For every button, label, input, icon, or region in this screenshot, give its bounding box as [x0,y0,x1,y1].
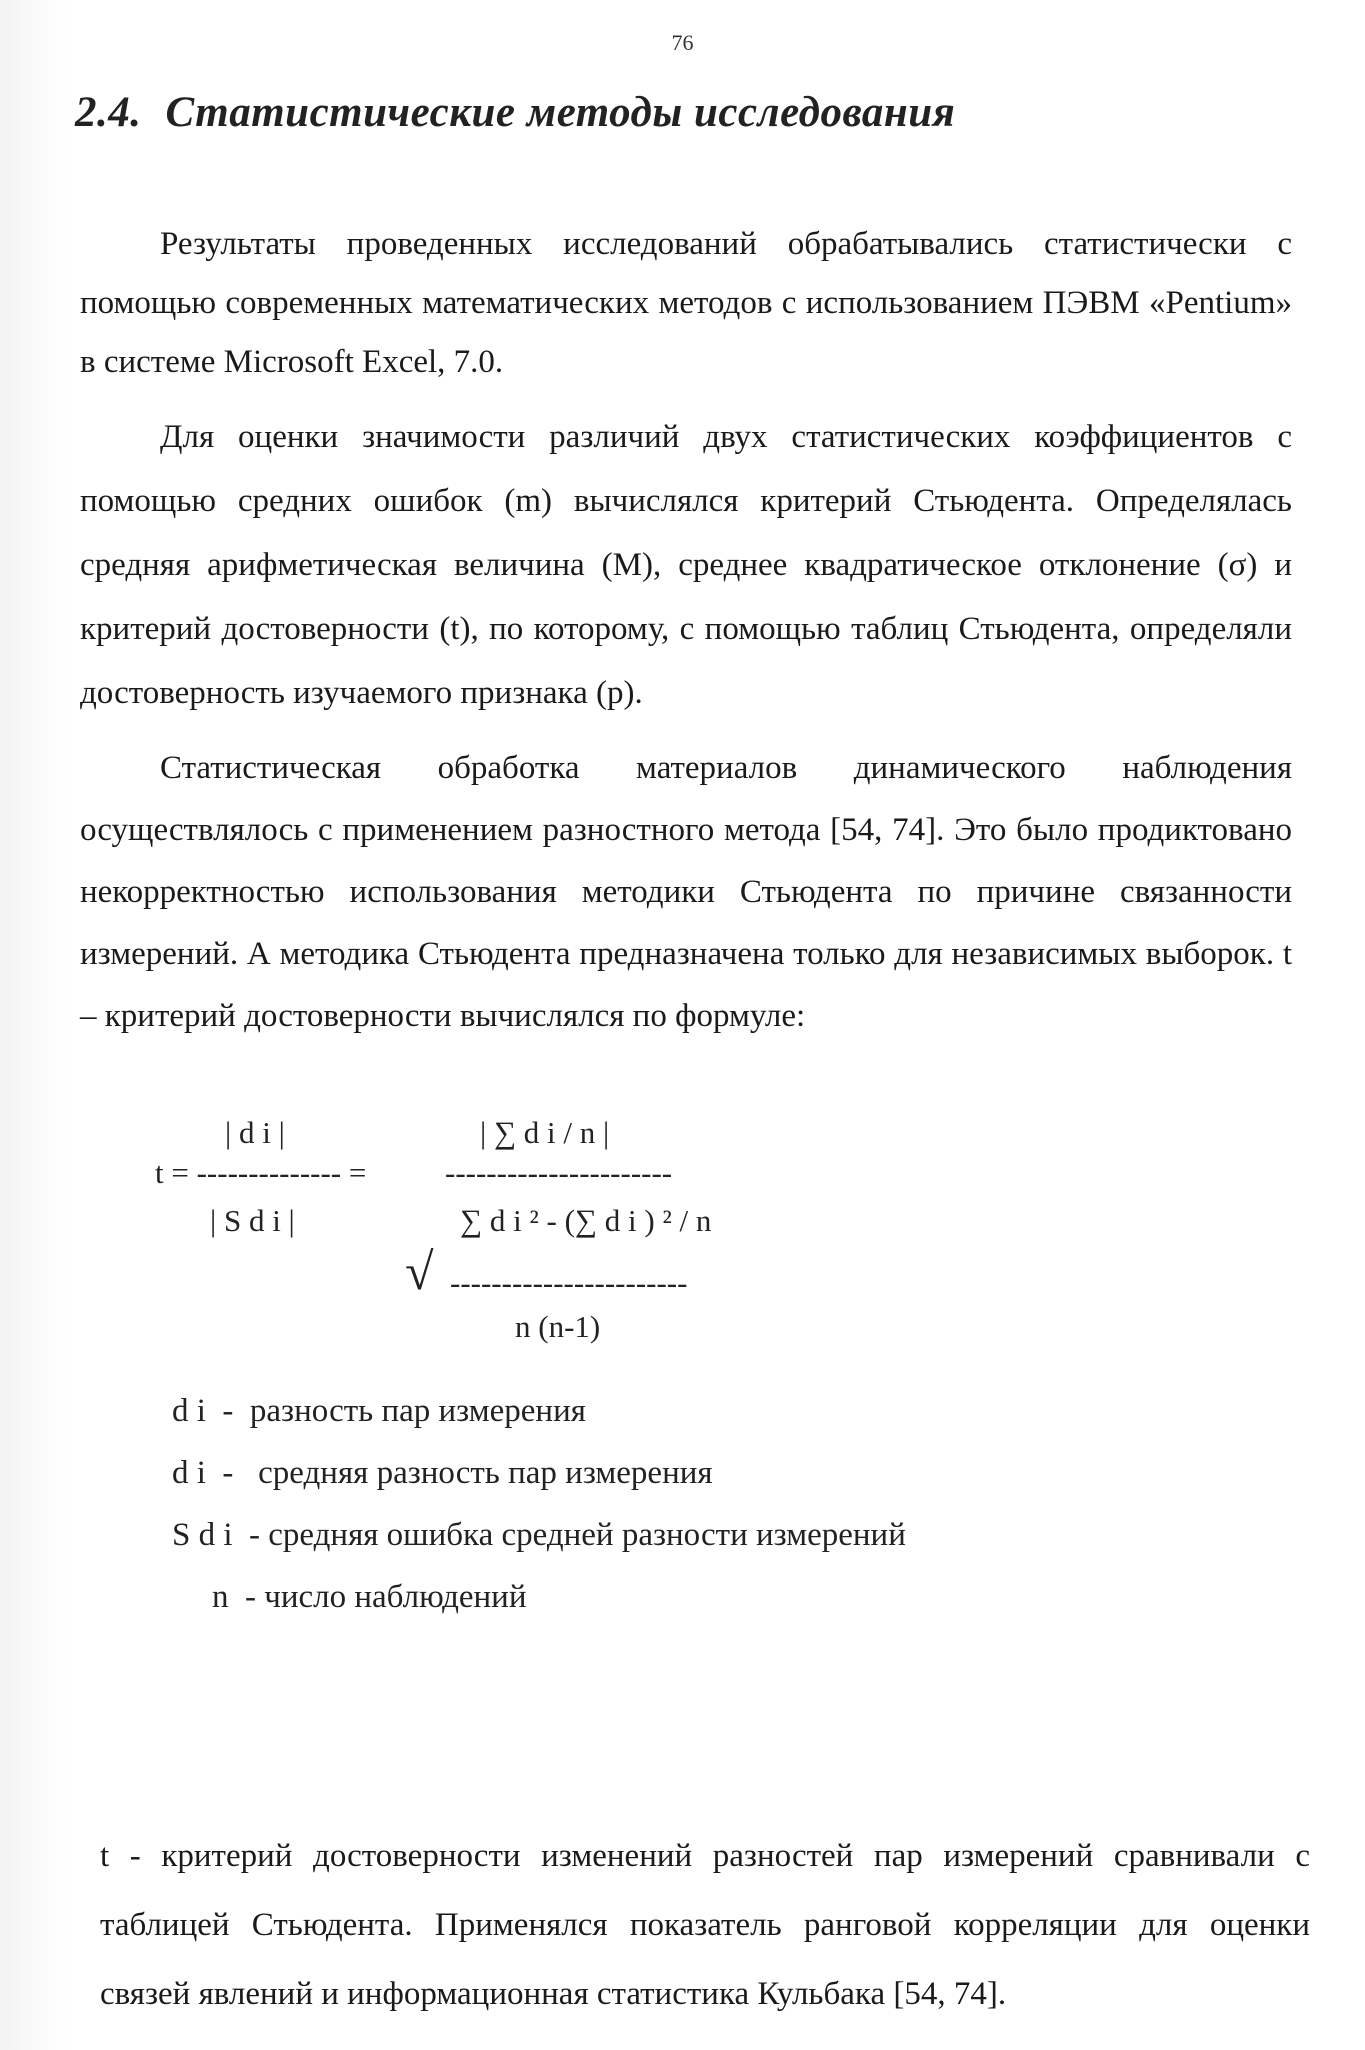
definition-n: n - число наблюдений [212,1579,527,1615]
section-title: Статистические методы исследования [165,89,956,136]
definition-mean-di: d i - средняя разность пар измерения [172,1455,713,1491]
t-test-formula [150,1115,800,1355]
formula-rhs-denominator-line: ----------------------- [450,1265,688,1300]
page-number: 76 [671,30,694,55]
square-root-icon: √ [405,1244,434,1301]
formula-lhs-numerator: | d i | [225,1115,285,1150]
section-number: 2.4. [75,89,142,136]
scan-shadow [0,0,70,2050]
formula-rhs-denominator-top: ∑ d i ² - (∑ d i ) ² / n [460,1203,712,1238]
definition-di: d i - разность пар измерения [172,1393,586,1429]
section-heading [75,88,955,137]
paragraph-difference-method: Статистическая обработка материалов динамического наблюдения осуществлялось с применением разностного метода [54, 74]. Это было продиктовано некорректностью использования методики Стьюдента по причине связанности измерений. А методика Стьюдента предназначена только для независимых выборок. t – критерий достоверности вычислялся по формуле: [80,750,1292,1034]
formula-lhs-denominator: | S d i | [210,1203,295,1238]
paragraph-closing: t - критерий достоверности изменений разностей пар измерений сравнивали с таблицей Стьюдента. Применялся показатель ранговой корреляции для оценки связей явлений и информационная статистика Кульбака [54, 74]. [100,1838,1310,2012]
definition-sdi: S d i - средняя ошибка средней разности измерений [172,1517,906,1553]
formula-rhs-denominator-bottom: n (n-1) [515,1309,601,1344]
paragraph-methods: Результаты проведенных исследований обрабатывались статистически с помощью современных математических методов с использованием ПЭВМ «Pentium» в системе Microsoft Excel, 7.0. [80,226,1292,380]
formula-lhs-fraction-line: t = -------------- = [155,1155,367,1190]
formula-rhs-numerator: | ∑ d i / n | [480,1115,610,1150]
paragraph-student-test: Для оценки значимости различий двух статистических коэффициентов с помощью средних ошибок (m) вычислялся критерий Стьюдента. Определялась средняя арифметическая величина (М), среднее квадратическое отклонение (σ) и критерий достоверности (t), по которому, с помощью таблиц Стьюдента, определяли достоверность изучаемого признака (р). [80,419,1292,711]
formula-rhs-fraction-line: ---------------------- [445,1155,673,1190]
